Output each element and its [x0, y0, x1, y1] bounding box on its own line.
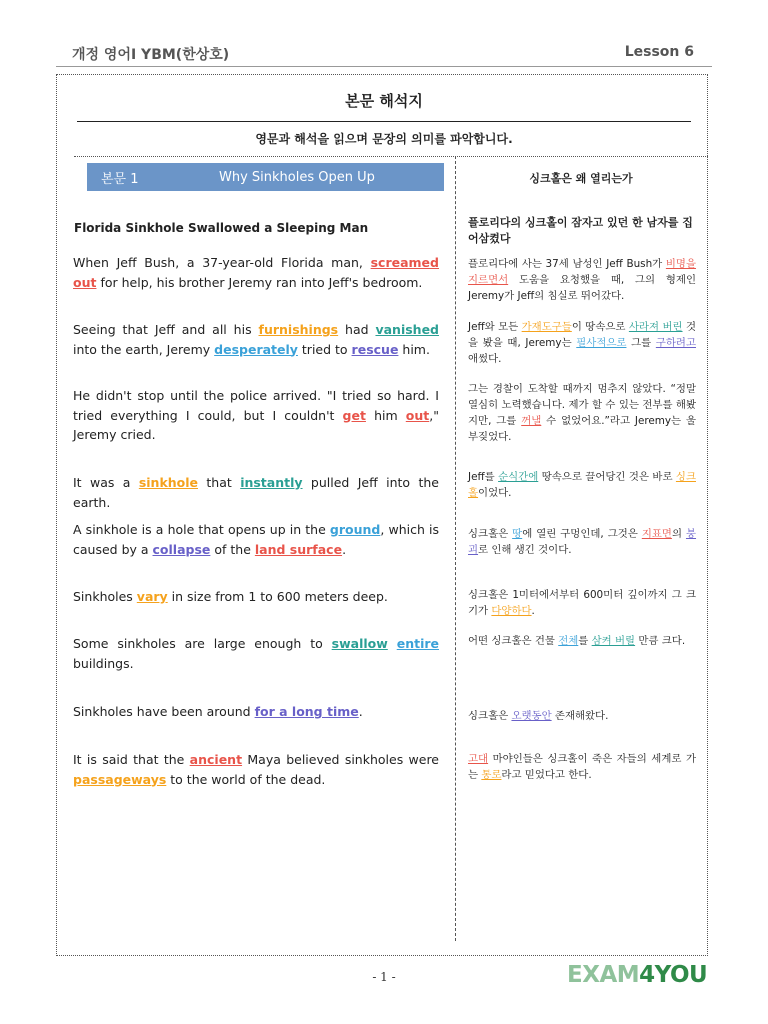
keyword-kr-scream: 비명을 지르면서 — [468, 258, 696, 286]
keyword-get: get — [342, 407, 366, 423]
keyword-ground: ground — [329, 522, 381, 537]
english-paragraph-1: When Jeff Bush, a 37-year-old Florida man, screamed out for help, his brother Jeremy ran into Jeff's bedroom. — [73, 255, 439, 290]
page-frame — [56, 74, 708, 956]
keyword-swallow: swallow — [331, 636, 388, 651]
keyword-kr-sinkhole: 싱크홀 — [468, 471, 696, 499]
keyword-kr-collapse: 붕괴 — [468, 528, 697, 556]
korean-paragraph-2: Jeff와 모든 가재도구들이 땅속으로 사라져 버린 것을 봤을 때, Jeremy는 필사적으로 그를 구하려고 애썼다. — [468, 321, 697, 365]
keyword-kr-instantly: 순식간에 — [498, 471, 539, 483]
header-subject: 개정 영어I YBM(한상호) — [72, 47, 230, 63]
keyword-for-a-long-time: for a long time — [254, 704, 359, 719]
keyword-sinkhole: sinkhole — [138, 475, 199, 490]
keyword-desperately: desperately — [214, 341, 298, 357]
korean-paragraph-5: 싱크홀은 땅에 열린 구멍인데, 그것은 지표면의 붕괴로 인해 생긴 것이다. — [468, 528, 697, 556]
keyword-kr-long-time: 오랫동안 — [511, 710, 552, 722]
keyword-instantly: instantly — [240, 475, 303, 490]
korean-paragraph-8: 싱크홀은 오랫동안 존재해왔다. — [468, 710, 609, 722]
keyword-screamed-out: screamed out — [73, 255, 439, 290]
keyword-kr-furnishings: 가재도구들 — [521, 321, 572, 333]
keyword-kr-entire: 전체 — [558, 635, 579, 647]
keyword-kr-ground: 땅 — [512, 528, 523, 540]
korean-paragraph-6: 싱크홀은 1미터에서부터 600미터 깊이까지 그 크기가 다양하다. — [468, 589, 696, 617]
header-lesson: Lesson 6 — [624, 44, 694, 60]
keyword-kr-desperately: 필사적으로 — [576, 337, 627, 349]
english-paragraph-8: Sinkholes have been around for a long time. — [73, 704, 363, 719]
keyword-kr-vanished: 사라져 버린 — [628, 321, 683, 333]
korean-paragraph-4: Jeff를 순식간에 땅속으로 끌어당긴 것은 바로 싱크홀이었다. — [468, 471, 696, 499]
keyword-kr-get-out: 꺼낼 — [521, 415, 542, 427]
section-title: Why Sinkholes Open Up — [219, 169, 375, 185]
column-divider — [455, 156, 456, 941]
keyword-furnishings: furnishings — [258, 322, 339, 337]
korean-section-title: 싱크홀은 왜 열리는가 — [529, 172, 633, 185]
korean-paragraph-3: 그는 경찰이 도착할 때까지 멈추지 않았다. “정말 열심히 노력했습니다. 제가 할 수 있는 전부를 해봤지만, 그를 꺼낼 수 없었어요.”라고 Jeremy는 울부짖었다. — [468, 383, 696, 443]
english-heading: Florida Sinkhole Swallowed a Sleeping Man — [74, 221, 369, 235]
english-paragraph-4: It was a sinkhole that instantly pulled Jeff into the earth. — [73, 475, 439, 510]
keyword-vanished: vanished — [375, 322, 440, 337]
keyword-kr-rescue: 구하려고 — [655, 337, 696, 349]
keyword-kr-ancient: 고대 — [468, 753, 489, 765]
english-paragraph-7: Some sinkholes are large enough to swallow entire buildings. — [73, 636, 439, 671]
korean-paragraph-7: 어떤 싱크홀은 건물 전체를 삼켜 버릴 만큼 크다. — [468, 635, 686, 647]
keyword-collapse: collapse — [152, 541, 211, 557]
english-paragraph-5: A sinkhole is a hole that opens up in the ground, which is caused by a collapse of the land surface. — [73, 522, 439, 557]
korean-paragraph-1: 플로리다에 사는 37세 남성인 Jeff Bush가 비명을 지르면서 도움을 요청했을 때, 그의 형제인 Jeremy가 Jeff의 침실로 뛰어갔다. — [468, 258, 696, 302]
title-divider — [77, 121, 691, 122]
keyword-kr-land-surface: 지표면 — [641, 528, 672, 540]
keyword-kr-vary: 다양하다 — [491, 605, 532, 617]
section-number: 본문 1 — [101, 171, 139, 187]
english-paragraph-9: It is said that the ancient Maya believed sinkholes were passageways to the world of the dead. — [73, 752, 439, 787]
keyword-vary: vary — [136, 589, 168, 604]
keyword-land-surface: land surface — [254, 541, 343, 557]
keyword-kr-passageway: 통로 — [481, 769, 502, 781]
english-paragraph-2: Seeing that Jeff and all his furnishings had vanished into the earth, Jeremy desperately tried to rescue him. — [73, 322, 440, 357]
keyword-ancient: ancient — [189, 752, 243, 767]
keyword-entire: entire — [396, 636, 439, 651]
korean-heading: 플로리다의 싱크홀이 잠자고 있던 한 남자를 집어삼켰다 — [468, 216, 693, 245]
header-divider — [56, 66, 712, 67]
page-title: 본문 해석지 — [345, 92, 423, 110]
keyword-kr-swallow: 삼켜 버릴 — [591, 635, 636, 647]
page-number: - 1 - — [372, 970, 396, 984]
keyword-rescue: rescue — [351, 341, 399, 357]
keyword-out: out — [405, 407, 430, 423]
korean-paragraph-9: 고대 마야인들은 싱크홀이 죽은 자들의 세계로 가는 통로라고 믿었다고 한다. — [468, 753, 696, 781]
exam4you-logo: EXAM4YOU — [567, 962, 708, 988]
section-banner — [87, 163, 444, 191]
english-paragraph-6: Sinkholes vary in size from 1 to 600 meters deep. — [73, 589, 388, 604]
keyword-passageways: passageways — [73, 771, 167, 787]
page-subtitle: 영문과 해석을 읽으며 문장의 의미를 파악합니다. — [255, 132, 513, 146]
english-paragraph-3: He didn't stop until the police arrived. "I tried so hard. I tried everything I could, but I couldn't get him out," Jeremy cried. — [73, 388, 439, 442]
subtitle-divider — [74, 156, 708, 157]
